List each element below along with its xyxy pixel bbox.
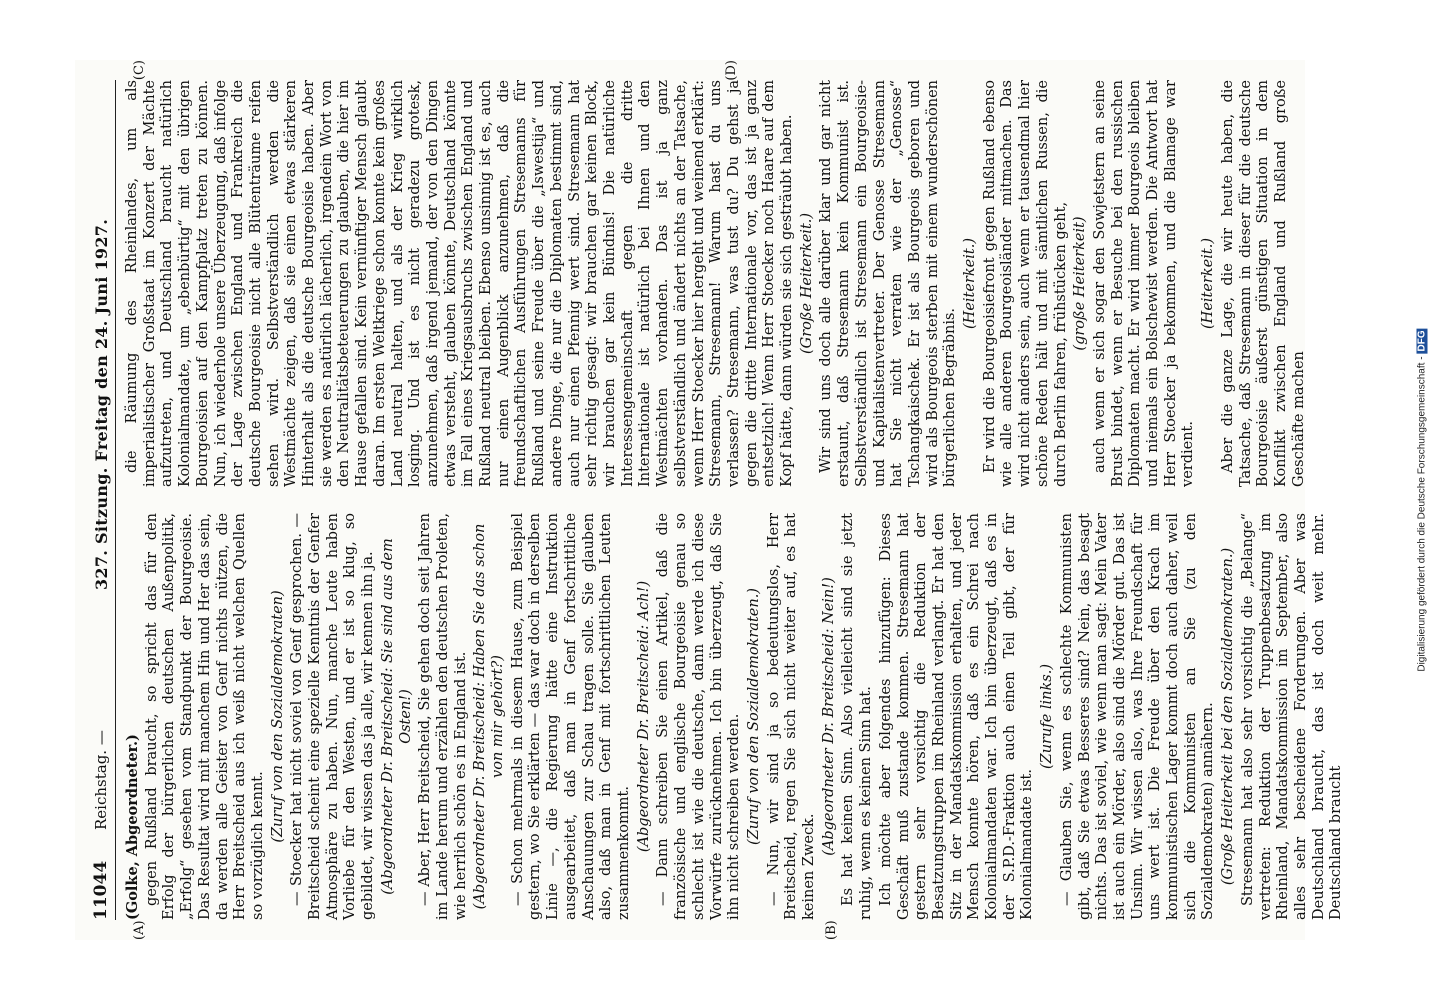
margin-letter-c: (C) (132, 60, 147, 81)
interjection: (Zuruf von den Sozialdemokraten) (269, 590, 286, 843)
paragraph: — Aber, Herr Breitscheid, Sie gehen doch seit Jahren im Lande herum und erzählen den deutschen Proleten, wie herrlich schön es in England ist. (417, 513, 469, 920)
interjection: (Abgeordneter Dr. Breitscheid: Sie sind aus dem Osten!) (379, 538, 414, 895)
left-column (124, 513, 1345, 920)
dfg-logo: DFG (1416, 330, 1428, 352)
speaker-line: (Golke, Abgeordneter.) (124, 734, 141, 920)
header-session: 327. Sitzung. Freitag den 24. Juni 1927. (92, 218, 111, 590)
paragraph: — Glauben Sie, wenn es schlechte Kommunisten gibt, daß Sie etwas Besseres sind? Nein, das besagt nichts. Das ist soviel, wie wenn man sagt: Mein Vater ist auch ein Mörder, also sind die Mörder gut. Das ist Unsinn. Wir wissen also, was Ihre Freundschaft für uns wert ist. Die Freude über den Krach im kommunistischen Lager kommt doch auch daher, weil sich die Kommunisten an Sie (zu den Sozialdemokraten) annähern. (1058, 513, 1217, 920)
paragraph: Aber die ganze Lage, die wir heute haben, die Tatsache, daß Stresemann in dieser für die deutsche Bourgeoisie äußerst günstigen Situation in dem Konflikt zwischen England und Rußland große Geschäfte machen (1219, 80, 1307, 487)
header-source: Reichstag. — (92, 730, 110, 830)
interjection: (Heiterkeit.) (1200, 238, 1217, 329)
margin-letter-d: (D) (724, 60, 739, 81)
margin-letter-b: (B) (824, 920, 839, 940)
paragraph: — Nun, wir sind ja so bedeutungslos, Herr Breitscheid, regen Sie sich nicht weiter auf, es hat keinen Zweck. (765, 513, 818, 920)
paragraph: Es hat keinen Sinn. Also vielleicht sind sie jetzt ruhig, wenn es keinen Sinn hat. (840, 513, 875, 920)
paragraph: Stresemann hat also sehr vorsichtig die „Belange“ vertreten: Reduktion der Truppenbesatzung im Rheinland, Mandatskommission im September, also alles sehr bescheidene Forderungen. Aber was Deutschland braucht, das ist doch weit mehr. Deutschland braucht (1239, 513, 1345, 920)
paragraph: die Räumung des Rheinlandes, um als imperialistischer Großstaat im Konzert der Mächte aufzutreten, und Deutschland braucht natürlich Kolonialmandate, um „ebenbürtig“ mit den übrigen Bourgeoisien auf den Kampfplatz treten zu können. Nun, ich wiederhole unsere Überzeugung, daß infolge der Lage zwischen England und Frankreich die deutsche Bourgeoisie nicht alle Blütenträume reifen sehen wird. Selbstverständlich werden die Westmächte zeigen, daß sie einen etwas stärkeren Hinterhalt als die deutsche Bourgeoisie haben. Aber sie werden es natürlich lächerlich, irgendein Wort von den Neutralitätsbeteuerungen zu glauben, die hier im Hause gefallen sind. Kein vernünftiger Mensch glaubt daran. Im ersten Weltkriege schon konnte kein großes Land neutral halten, und als der Krieg wirklich losging. Und ist es nicht geradezu grotesk, anzunehmen, daß irgend jemand, der von den Dingen etwas versteht, glauben könnte, Deutschland könnte im Fall eines Kriegsausbruchs zwischen England und Rußland neutral bleiben. Ebenso unsinnig ist es, auch nur einen Augenblick anzunehmen, daß die freundschaftlichen Ausführungen Stresemanns für Rußland und seine Freude über die „Iswestija“ und andere Dinge, die nur die Diplomaten bestimmt sind, auch nur einen Pfennig wert sind. Stresemann hat sehr richtig gesagt: wir brauchen gar keinen Block, wir brauchen gar kein Bündnis! Die natürliche Interessengemeinschaft gegen die dritte Internationale ist natürlich bei Ihnen und den Westmächten vorhanden. Das ist ja ganz selbstverständlich und ändert nichts an der Tatsache, wenn Herr Stoecker hier hergeht und weinend erklärt: Stresemann, Stresemann! Warum hast du uns verlassen? Stresemann, was tust du? Du gehst ja gegen die dritte Internationale vor, das ist ja ganz entsetzlich! Wenn Herr Stoecker noch Haare auf dem Kopf hätte, dann würden sie sich gesträubt haben. (124, 80, 796, 487)
paragraph: — Stoecker hat nicht soviel von Genf gesprochen. — Breitscheid scheint eine spezielle Kenntnis der Genfer Atmosphäre zu haben. Nun, manche Leute haben Vorliebe für den Westen, und er ist so klug, so gebildet, wir wissen das ja alle, wir kennen ihn ja. (289, 513, 377, 920)
document-page (75, 60, 1345, 940)
page-number: 11044 (91, 860, 111, 920)
interjection: (Abgeordneter Dr. Breitscheid: Ach!) (635, 580, 652, 853)
paragraph: — Schon mehrmals in diesem Hause, zum Beispiel gestern, wo Sie erklärten — das war doch in derselben Linie —, die Regierung hätte eine Instruktion ausgearbeitet, daß man in Genf fortschrittliche Anschauungen zur Schau tragen solle. Sie glauben also, daß man in Genf mit fortschrittlichen Leuten zusammenkommt. (509, 513, 632, 920)
paragraph: — Dann schreiben Sie einen Artikel, daß die französische und englische Bourgeoisie genau so schlecht ist wie die deutsche, dann werde ich diese Vorwürfe zurücknehmen. Ich bin überzeugt, daß Sie ihn nicht schreiben werden. (655, 513, 743, 920)
margin-letter-a: (A) (132, 920, 147, 940)
paragraph: auch wenn er sich sogar den Sowjetstern an seine Brust bindet, wenn er Besuche bei den russischen Diplomaten macht. Er wird immer Bourgeois bleiben und niemals ein Bolschewist werden. Die Antwort hat Herr Stoecker ja bekommen, und die Blamage war verdient. (1091, 80, 1197, 487)
right-column (124, 80, 1307, 487)
digitization-credit (1417, 328, 1428, 671)
text-columns (124, 60, 1345, 940)
interjection: (Zuruf von den Sozialdemokraten.) (745, 588, 762, 845)
paragraph: gegen Rußland braucht, so spricht das für den Erfolg der bürgerlichen deutschen Außenpolitik, „Erfolg“ gesehen vom Standpunkt der Bourgeoisie. Das Resultat wird mit manchem Hin und Her das sein, da werden alle Geister von Genf nichts nützen, die Herr Breitscheid aus ich weiß nicht welchen Quellen so vorzüglich kennt. (143, 513, 266, 920)
page-header (89, 80, 116, 920)
interjection: (Abgeordneter Dr. Breitscheid: Nein!) (820, 577, 837, 856)
interjection: (Zurufe links.) (1039, 664, 1056, 770)
interjection: (Große Heiterkeit bei den Sozialdemokraten.) (1220, 547, 1237, 886)
paragraph: Ich möchte aber folgendes hinzufügen: Dieses Geschäft muß zustande kommen. Stresemann hat gestern sehr vorsichtig die Reduktion der Besatzungstruppen im Rheinland verlangt. Er hat den Sitz in der Mandatskommission erhalten, und jeder Mensch konnte hören, daß es ein Schrei nach Kolonialmandaten war. Ich bin überzeugt, daß es in der S.P.D.-Fraktion auch einen Teil gibt, der für Kolonialmandate ist. (877, 513, 1036, 920)
interjection: (Heiterkeit.) (962, 238, 979, 329)
interjection: (große Heiterkeit) (1072, 216, 1089, 351)
paragraph: Er wird die Bourgeoisiefront gegen Rußland ebenso wie alle anderen Bourgeoisländer mitmachen. Das wird nicht anders sein, auch wenn er tausendmal hier schöne Reden hält und mit sämtlichen Russen, die durch Berlin fahren, frühstücken geht, (981, 80, 1069, 487)
paragraph: Wir sind uns doch alle darüber klar und gar nicht erstaunt, daß Stresemann kein Kommunist ist. Selbstverständlich ist Stresemann ein Bourgeoisie- und Kapitalistenvertreter. Der Genosse Stresemann hat Sie nicht verraten wie der „Genosse“ Tschangkaischek. Er ist als Bourgeois geboren und wird als Bourgeois sterben mit einem wunderschönen bürgerlichen Begräbnis. (818, 80, 959, 487)
interjection: (Große Heiterkeit.) (798, 212, 815, 355)
credit-text: Digitalisierung gefördert durch die Deutsche Forschungsgemeinschaft - (1416, 356, 1428, 672)
interjection: (Abgeordneter Dr. Breitscheid: Haben Sie das schon von mir gehört?) (472, 523, 507, 910)
